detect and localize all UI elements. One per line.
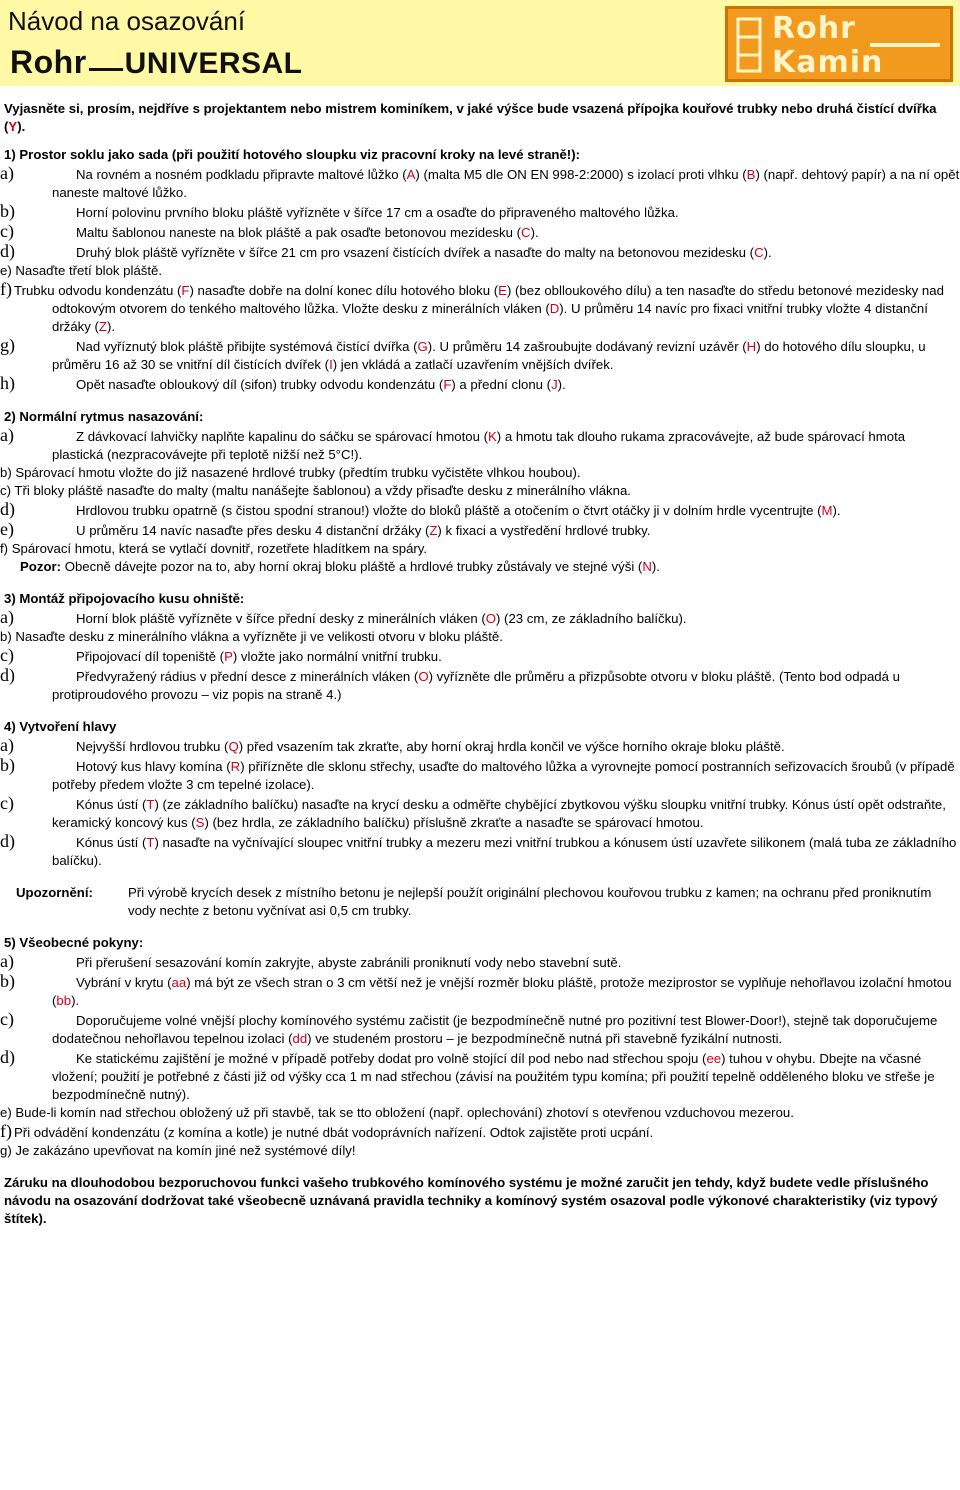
s4-item-a: a) Nejvyšší hrdlovou trubku (Q) před vsazením tak zkraťte, aby horní okraj hrdla končil ve výšce horního okraje bloku pláště.: [0, 735, 785, 755]
s2-item-d: d) Hrdlovou trubku opatrně (s čistou spodní stranou!) vložte do bloků pláště a otočením o čtvrt otáčky ji v dolním hrdle vycentrujte (M).: [0, 499, 841, 519]
s1-item-f: f) Trubku odvodu kondenzátu (F) nasaďte dobře na dolní konec dílu hotového bloku (E) (bez oblloukového dílu) a ten nasaďte do středu betonové mezidesky nad odtokovým otvorem do tenkého maltového lůžka. Vložte desku z minerálních vláken (D). U průměru 14 navíc pro fixaci vnitřní trubky vložte 4 distanční držáky (Z).: [0, 279, 944, 334]
s1-item-c: c) Maltu šablonou naneste na blok pláště a pak osaďte betonovou mezidesku (C).: [0, 221, 539, 241]
s1-item-e: e) Nasaďte třetí blok pláště.: [0, 263, 163, 278]
rohr-kamin-logo: [725, 6, 953, 82]
s2-item-e: e) U průměru 14 navíc nasaďte přes desku 4 distanční držáky (Z) k fixaci a vystředění hrdlové trubky.: [0, 519, 651, 539]
s5-item-e: e) Bude-li komín nad střechou obložený už při stavbě, tak se tto obložení (např. oplechování) zhotoví s otevřenou vzduchovou mezerou.: [0, 1105, 794, 1120]
product-name: [10, 44, 303, 81]
chimney-logo-icon: [734, 17, 764, 73]
warning-note: Upozornění: Při výrobě krycích desek z místního betonu je nejlepší použít originální plechovou kouřovou trubku z kamen; na ochranu před proniknutím vody nechte z betonu vyčnívat asi 0,5 cm trubky.: [16, 885, 932, 918]
s3-item-d: d) Předvyražený rádius v přední desce z minerálních vláken (O) vyřízněte dle průměru a přizpůsobte otvoru v bloku pláště. (Tento bod odpadá u protiproudového provozu – viz popis na straně 4.): [0, 665, 900, 702]
s2-note: Pozor: Obecně dávejte pozor na to, aby horní okraj bloku pláště a hrdlové trubky zůstávaly ve stejné výši (N).: [20, 559, 660, 574]
s4-item-c: c) Kónus ústí (T) (ze základního balíčku) nasaďte na krycí desku a odměřte chybějící zbytkovou výšku sloupku vnitřní trubky. Kónus ústí opět odstraňte, keramický koncový kus (S) (bez hrdla, ze základního balíčku) příslušně zkraťte a nasaďte se spárovací hmotou.: [0, 793, 946, 830]
s2-item-b: b) Spárovací hmotu vložte do již nasazené hrdlové trubky (předtím trubku vyčistěte vlhkou houbou).: [0, 465, 581, 480]
s1-item-d: d) Druhý blok pláště vyřízněte v šířce 21 cm pro vsazení čistících dvířek a nasaďte do malty na betonovou mezidesku (C).: [0, 241, 772, 261]
s5-item-f: f) Při odvádění kondenzátu (z komína a kotle) je nutné dbát vodoprávních nařízení. Odtok zajistěte proti ucpání.: [0, 1121, 654, 1141]
s3-item-a: a) Horní blok pláště vyřízněte v šířce přední desky z minerálních vláken (O) (23 cm, ze základního balíčku).: [0, 607, 687, 627]
intro-paragraph: Vyjasněte si, prosím, nejdříve s projektantem nebo mistrem kominíkem, v jaké výšce bude vsazená přípojka kouřové trubky nebo druhá čistící dvířka (Y).: [4, 101, 937, 134]
section-2-heading: 2) Normální rytmus nasazování:: [4, 409, 204, 424]
product-model: UNIVERSAL: [124, 47, 303, 80]
section-3-heading: 3) Montáž připojovacího kusu ohniště:: [4, 591, 245, 606]
document-title: Návod na osazování: [8, 6, 246, 36]
s1-item-a: a) Na rovném a nosném podkladu připravte maltové lůžko (A) (malta M5 dle ON EN 998-2:2000) s izolací proti vlhku (B) (např. dehtový papír) a na ní opět naneste maltové lůžko.: [0, 163, 960, 200]
s5-item-d: d) Ke statickému zajištění je možné v případě potřeby dodat pro volně stojící díl pod nebo nad střechou spoju (ee) tuhou v ohybu. Dbejte na včasné vložení; použití je potřebné z části již od výšky cca 1 m nad střechou (závisí na použitém typu komína; při použití tepelně odděleného bloku ve střeše je bezpodmínečně nutný).: [0, 1047, 935, 1102]
s3-item-b: b) Nasaďte desku z minerálního vlákna a vyřízněte ji ve velikosti otvoru v bloku pláště.: [0, 629, 503, 644]
s5-item-g: g) Je zakázáno upevňovat na komín jiné než systémové díly!: [0, 1143, 356, 1158]
s1-item-g: g) Nad vyříznutý blok pláště přibijte systémová čistící dvířka (G). U průměru 14 zašroubujte dodávaný revizní uzávěr (H) do hotového dílu sloupku, u průměru 16 až 30 se vnitřní díl čistících dvířek (I) jen vkládá a zatlačí uzavřením vnějších dvířek.: [0, 335, 926, 372]
section-4-heading: 4) Vytvoření hlavy: [4, 719, 117, 734]
s2-item-f: f) Spárovací hmotu, která se vytlačí dovnitř, rozetřete hladítkem na spáry.: [0, 541, 428, 556]
product-brand: Rohr: [10, 44, 87, 80]
section-1-heading: 1) Prostor soklu jako sada (při použití hotového sloupku viz pracovní kroky na levé straně!):: [4, 147, 580, 162]
logo-text-rohr: Rohr: [772, 11, 856, 46]
s2-item-c: c) Tři bloky pláště nasaďte do malty (maltu nanášejte šablonou) a vždy přisaďte desku z minerálního vlákna.: [0, 483, 631, 498]
s1-item-h: h) Opět nasaďte obloukový díl (sifon) trubky odvodu kondenzátu (F) a přední clonu (J).: [0, 373, 566, 393]
logo-text-kamin: Kamin: [772, 45, 884, 80]
s3-item-c: c) Připojovací díl topeniště (P) vložte jako normální vnitřní trubku.: [0, 645, 442, 665]
s5-item-c: c) Doporučujeme volné vnější plochy komínového systému začistit (je bezpodmínečně nutné pro pozitivní test Blower-Door!), stejně tak doporučujeme dodatečnou nehořlavou tepelnou izolaci (dd) ve studeném prostoru – je bezpodmínečně nutná při stavebně fyzikální nutnosti.: [0, 1009, 938, 1046]
warranty-footer: Záruku na dlouhodobou bezporuchovou funkci vašeho trubkového komínového systému je možné zaručit jen tehdy, když budete vedle příslušného návodu na osazování dodržovat také všeobecně uznávaná pravidla techniky a komínový systém osazoval podle výkonové charakteristiky (viz typový štítek).: [4, 1175, 938, 1226]
s5-item-a: a) Při přerušení sesazování komín zakryjte, abyste zabránili proniknutí vody nebo stavební sutě.: [0, 951, 622, 971]
s1-item-b: b) Horní polovinu prvního bloku pláště vyřízněte v šířce 17 cm a osaďte do připraveného maltového lůžka.: [0, 201, 679, 221]
warning-label: Upozornění:: [16, 885, 93, 900]
section-5-heading: 5) Všeobecné pokyny:: [4, 935, 144, 950]
s4-item-b: b) Hotový kus hlavy komína (R) přiřízněte dle sklonu střechy, usaďte do maltového lůžka a vyrovnejte pomocí postranních seřizovacích šroubů (v případě potřeby předem vložte 3 cm tepelné izolace).: [0, 755, 955, 792]
s5-item-b: b) Vybrání v krytu (aa) má být ze všech stran o 3 cm větší než je vnější rozměr bloku pláště, protože meziprostor se vyplňuje nehořlavou izolační hmotou (bb).: [0, 971, 952, 1008]
s4-item-d: d) Kónus ústí (T) nasaďte na vyčnívající sloupec vnitřní trubky a mezeru mezi vnitřní trubkou a kónusem ústí uzavřete silikonem (malá tuba ze základního balíčku).: [0, 831, 957, 868]
brand-underline: [89, 68, 123, 71]
instructions-body: [0, 100, 960, 1228]
s2-item-a: a) Z dávkovací lahvičky naplňte kapalinu do sáčku se spárovací hmotou (K) a hmotu tak dlouho rukama zpracovávejte, až bude spárovací hmota plastická (nezpracovávejte při teplotě nižší než 5°C!).: [0, 425, 906, 462]
page-header: [0, 0, 960, 86]
